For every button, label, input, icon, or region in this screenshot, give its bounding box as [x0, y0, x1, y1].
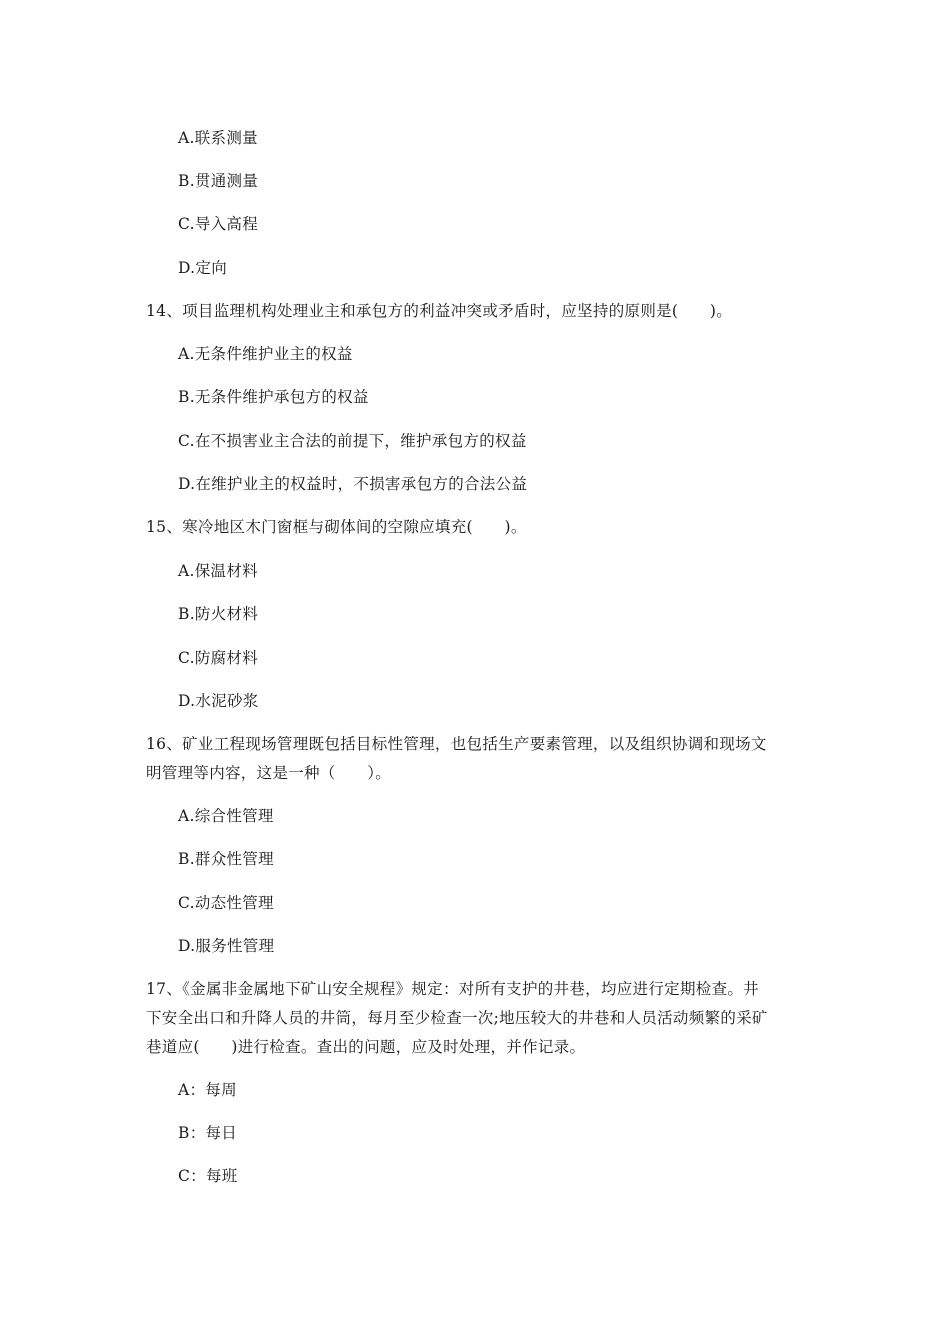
q16-stem-line-1: 16、矿业工程现场管理既包括目标性管理，也包括生产要素管理，以及组织协调和现场文: [146, 735, 767, 753]
q17-stem-line-3: 巷道应( )进行检查。查出的问题，应及时处理，并作记录。: [146, 1038, 586, 1056]
q14-stem: 14、项目监理机构处理业主和承包方的利益冲突或矛盾时，应坚持的原则是( )。: [146, 302, 733, 320]
q15-option-c: C.防腐材料: [178, 649, 259, 667]
q15-option-b: B.防火材料: [178, 605, 259, 623]
q13-option-d: D.定向: [178, 259, 228, 277]
q17-option-b: B：每日: [178, 1124, 238, 1142]
q16-option-c: C.动态性管理: [178, 894, 274, 912]
q14-option-b: B.无条件维护承包方的权益: [178, 388, 369, 406]
q13-option-a: A.联系测量: [178, 129, 258, 147]
q13-option-b: B.贯通测量: [178, 172, 259, 190]
q14-option-c: C.在不损害业主合法的前提下，维护承包方的权益: [178, 432, 527, 450]
q16-option-b: B.群众性管理: [178, 850, 274, 868]
q16-option-a: A.综合性管理: [178, 807, 274, 825]
q17-option-a: A：每周: [178, 1081, 237, 1099]
q14-option-a: A.无条件维护业主的权益: [178, 345, 353, 363]
q15-option-d: D.水泥砂浆: [178, 692, 259, 710]
q17-stem-line-1: 17、《金属非金属地下矿山安全规程》规定：对所有支护的井巷，均应进行定期检查。井: [146, 980, 759, 998]
q16-stem-line-2: 明管理等内容，这是一种（ ）。: [146, 764, 392, 782]
q15-option-a: A.保温材料: [178, 562, 258, 580]
q17-option-c: C：每班: [178, 1167, 238, 1185]
q17-stem-line-2: 下安全出口和升降人员的井筒，每月至少检查一次;地压较大的井巷和人员活动频繁的采矿: [146, 1009, 768, 1027]
q13-option-c: C.导入高程: [178, 215, 259, 233]
q15-stem: 15、寒冷地区木门窗框与砌体间的空隙应填充( )。: [146, 518, 527, 536]
q14-option-d: D.在维护业主的权益时，不损害承包方的合法公益: [178, 475, 528, 493]
q16-option-d: D.服务性管理: [178, 937, 275, 955]
